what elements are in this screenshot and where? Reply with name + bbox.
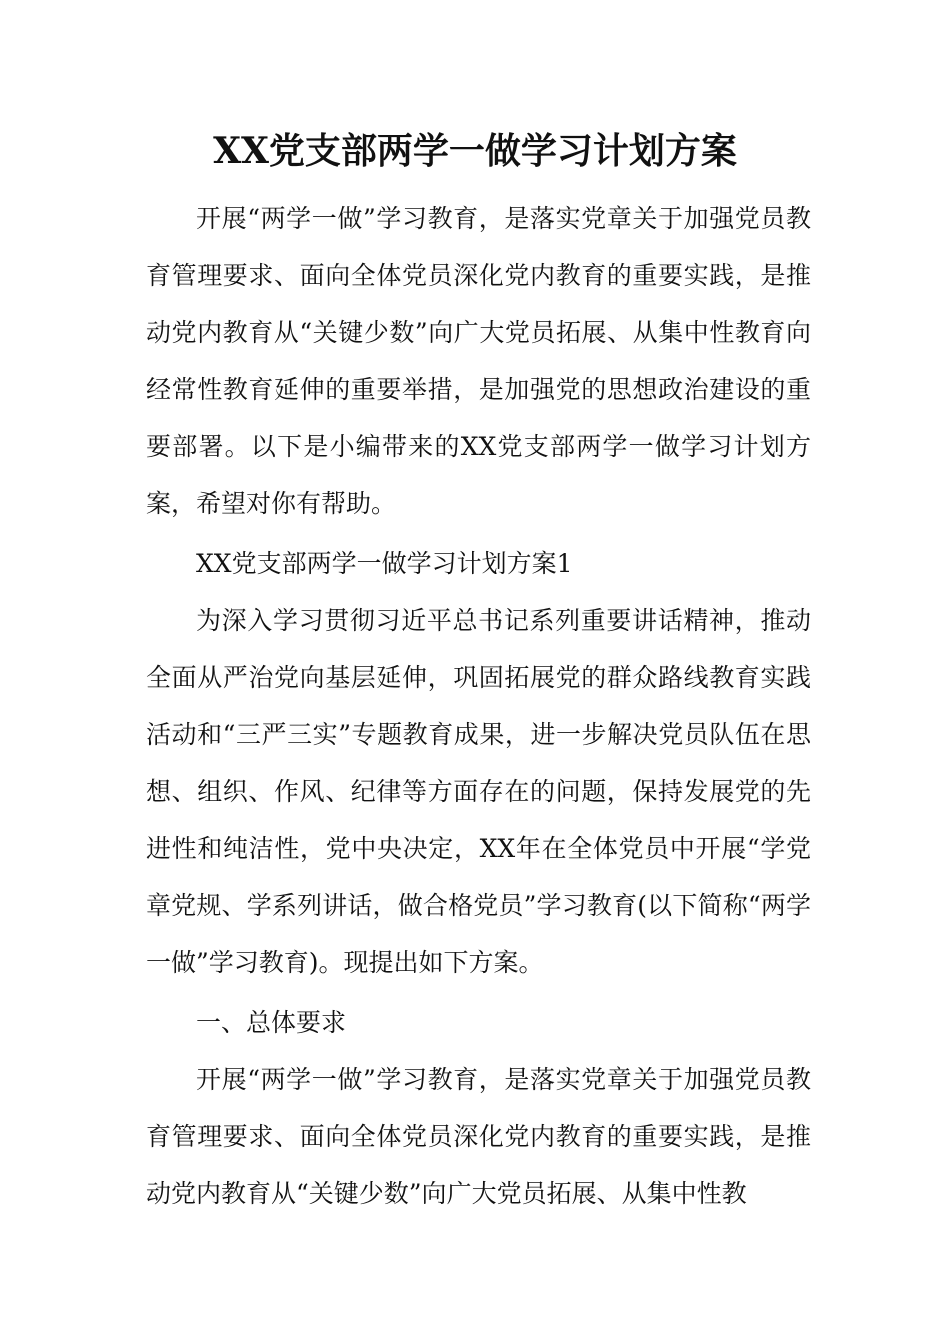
body-paragraph: 为深入学习贯彻习近平总书记系列重要讲话精神，推动全面从严治党向基层延伸，巩固拓展党的群众路线教育实践活动和“三严三实”专题教育成果，进一步解决党员队伍在思想、组织、作风、纪律等方面存在的问题，保持发展党的先进性和纯洁性，党中央决定，XX年在全体党员中开展“学党章党规、学系列讲话，做合格党员”学习教育(以下简称“两学一做”学习教育)。现提出如下方案。 (146, 606, 811, 977)
plan-subtitle: XX党支部两学一做学习计划方案1 (196, 549, 573, 578)
section-paragraph: 开展“两学一做”学习教育，是落实党章关于加强党员教育管理要求、面向全体党员深化党内教育的重要实践，是推动党内教育从“关键少数”向广大党员拓展、从集中性教 (146, 1065, 811, 1208)
document-title: XX党支部两学一做学习计划方案 (213, 130, 737, 172)
section-heading: 一、总体要求 (196, 1008, 347, 1037)
intro-paragraph: 开展“两学一做”学习教育，是落实党章关于加强党员教育管理要求、面向全体党员深化党内教育的重要实践，是推动党内教育从“关键少数”向广大党员拓展、从集中性教育向经常性教育延伸的重要举措，是加强党的思想政治建设的重要部署。以下是小编带来的XX党支部两学一做学习计划方案，希望对你有帮助。 (146, 204, 811, 518)
